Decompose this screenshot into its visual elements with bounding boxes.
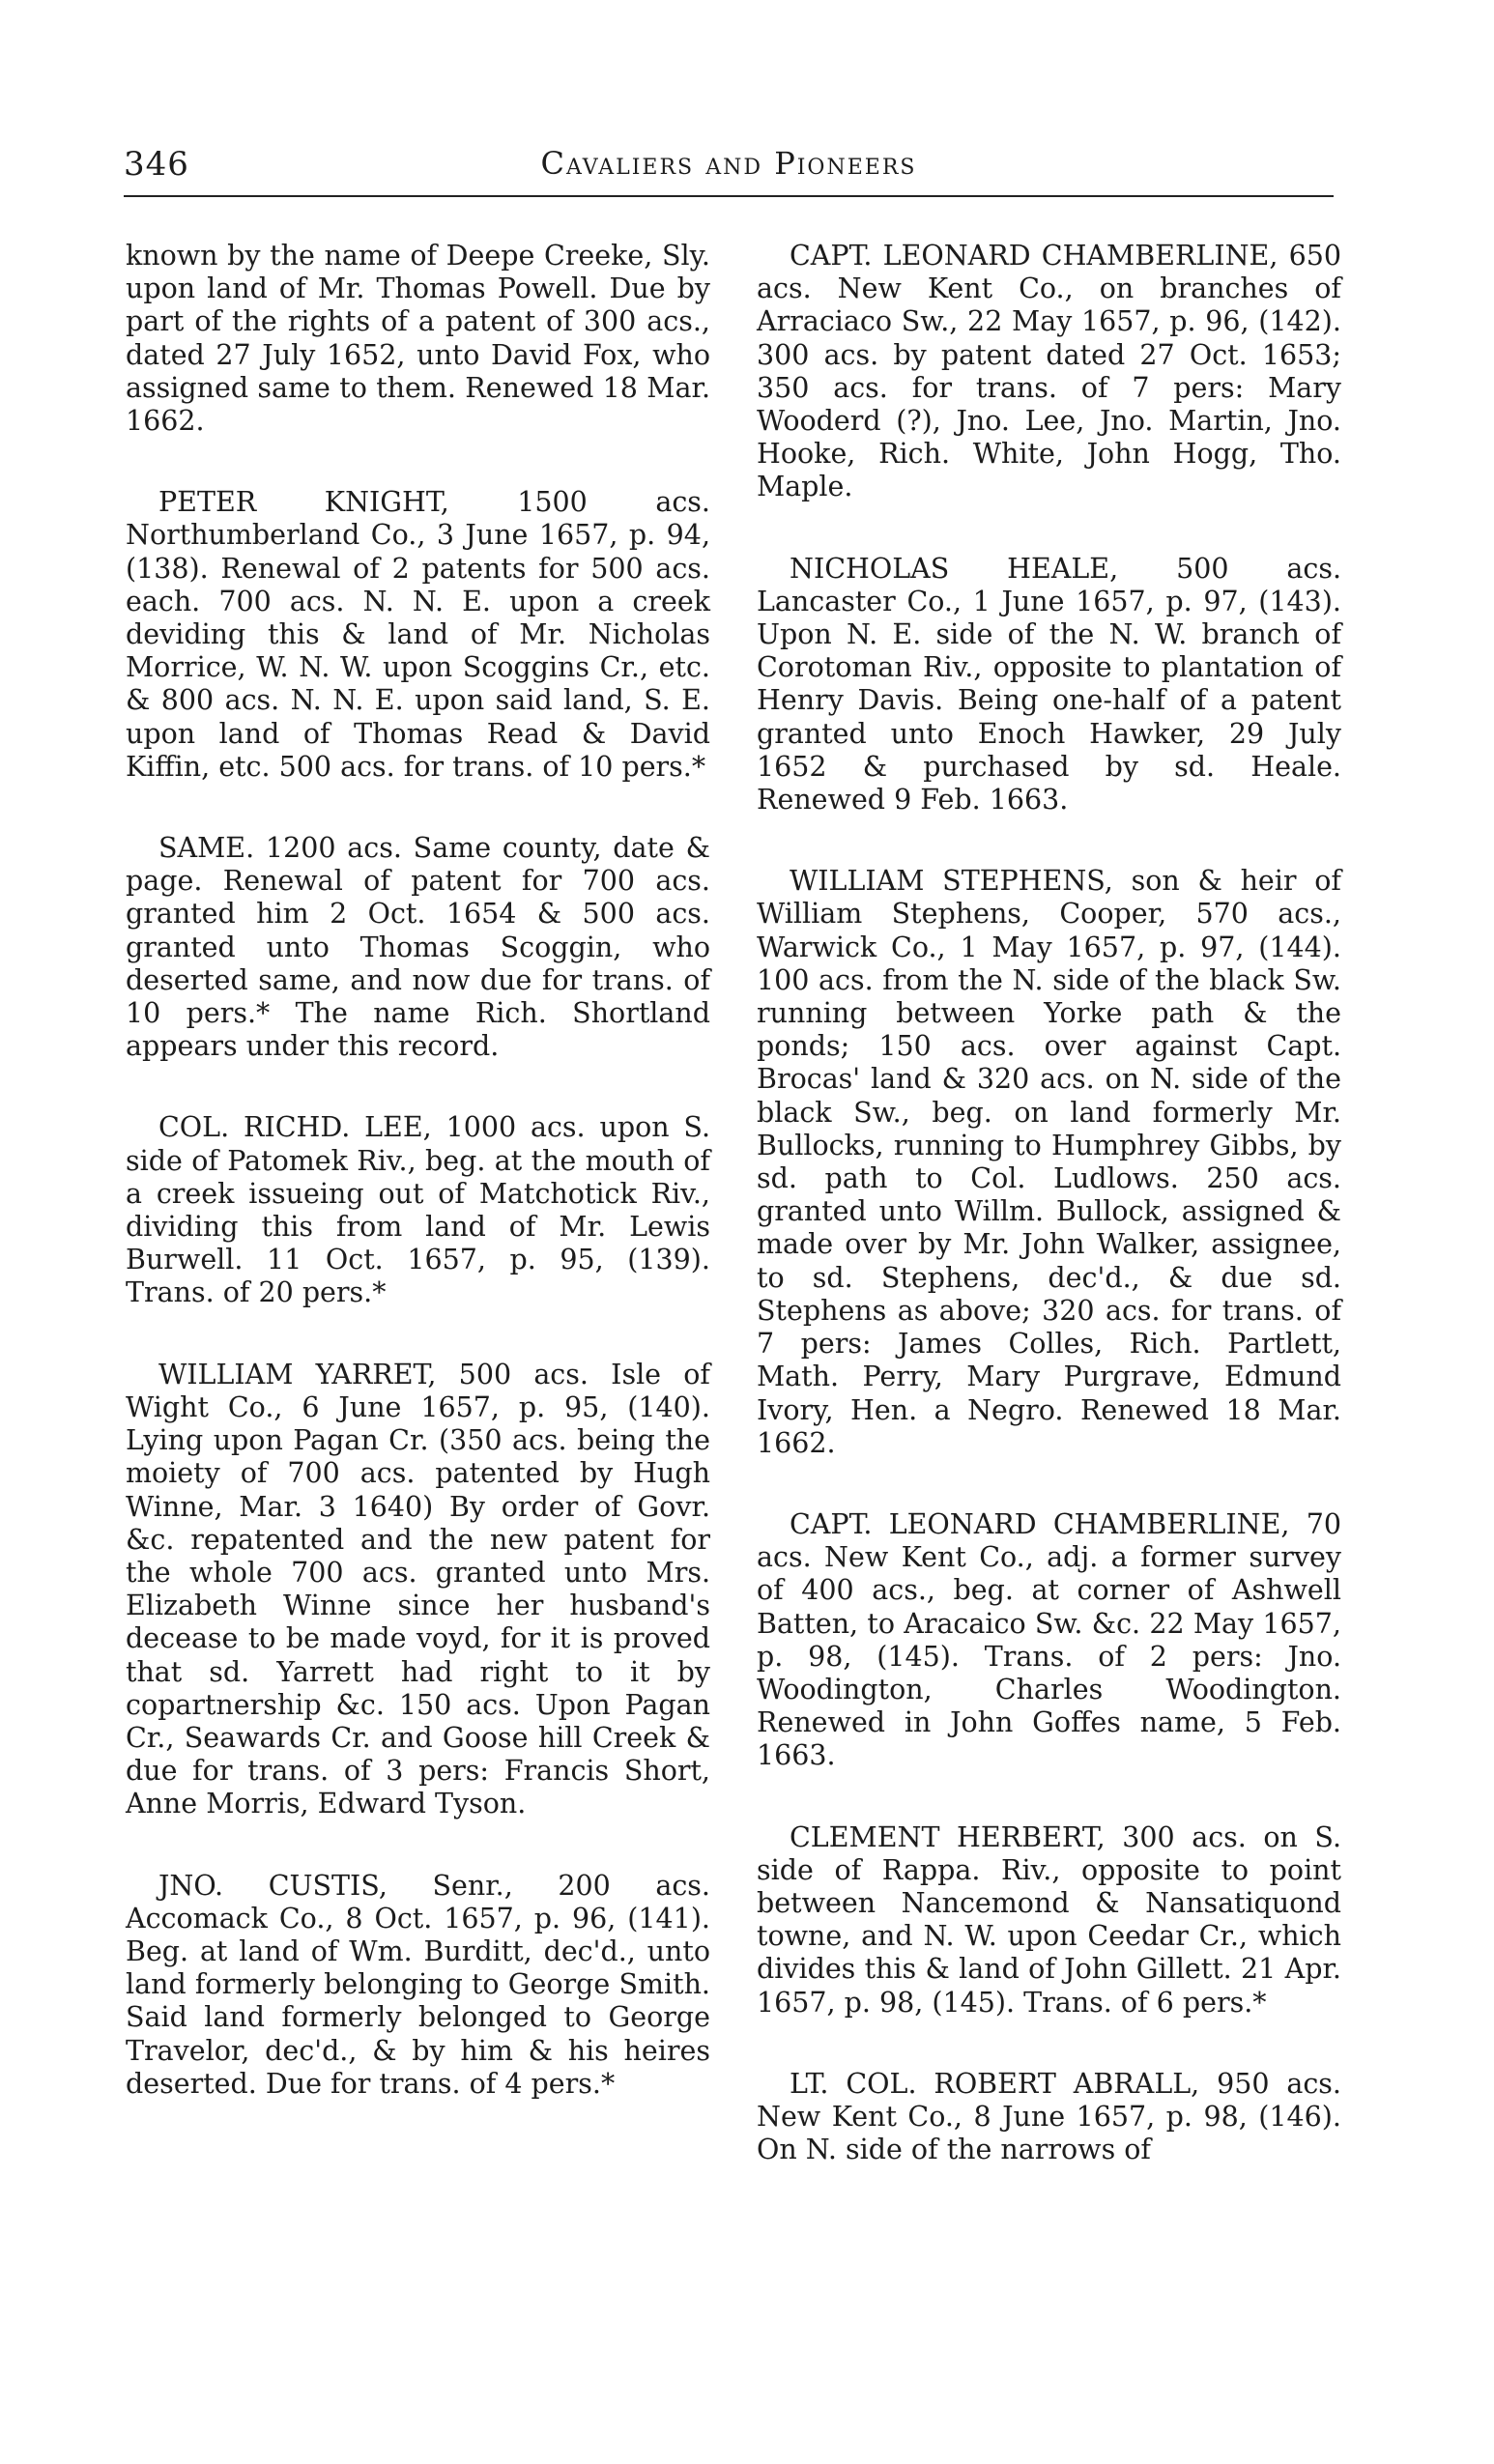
entry-text: 650 acs. New Kent Co., on branches of Arraciaco Sw., 22 May 1657, p. 96, (142). 300 acs. by patent dated 27 Oct. 1653; 350 acs. for trans. of 7 pers: Mary Wooderd (?), Jno. Lee, Jno. Martin, Jno. Hooke, Rich. White, John Hogg, Tho. Maple.	[757, 240, 1341, 503]
entry-head: PETER KNIGHT,	[158, 486, 449, 519]
right-column	[757, 240, 1341, 2215]
entry-richd-lee	[126, 1111, 710, 1309]
entry-head: NICHOLAS HEALE,	[790, 552, 1119, 585]
entry-william-stephens	[757, 865, 1341, 1460]
entry-head: CAPT. LEONARD CHAMBERLINE,	[790, 240, 1279, 272]
entry-same	[126, 832, 710, 1063]
entry-text: 1000 acs. upon S. side of Patomek Riv., beg. at the mouth of a creek issueing out of Matchotick Riv., dividing this from land of Mr. Lewis Burwell. 11 Oct. 1657, p. 95, (139). Trans. of 20 pers.*	[126, 1111, 710, 1309]
entry-head: CLEMENT HERBERT,	[790, 1820, 1106, 1853]
entry-text: son & heir of William Stephens, Cooper, 570 acs., Warwick Co., 1 May 1657, p. 97, (144). 100 acs. from the N. side of the black Sw. running between Yorke path & the ponds; 150 acs. over against Capt. Brocas' land & 320 acs. on N. side of the black Sw., beg. on land formerly Mr. Bullocks, running to Humphrey Gibbs, by sd. path to Col. Ludlows. 250 acs. granted unto Willm. Bullock, assigned & made over by Mr. John Walker, assignee, to sd. Stephens, dec'd., & due sd. Stephens as above; 320 acs. for trans. of 7 pers: James Colles, Rich. Partlett, Math. Perry, Mary Purgrave, Edmund Ivory, Hen. a Negro. Renewed 18 Mar. 1662.	[757, 865, 1341, 1459]
entry-robert-abrall	[757, 2068, 1341, 2167]
entry-continued	[126, 240, 710, 438]
entry-text: 1200 acs. Same county, date & page. Renewal of patent for 700 acs. granted him 2 Oct. 1654 & 500 acs. granted unto Thomas Scoggin, who deserted same, and now due for trans. of 10 pers.* The name Rich. Shortland appears under this record.	[126, 832, 710, 1063]
entry-leonard-chamberline-650	[757, 240, 1341, 504]
entry-text: Senr., 200 acs. Accomack Co., 8 Oct. 1657, p. 96, (141). Beg. at land of Wm. Burditt, dec'd., unto land formerly belonging to George Smith. Said land formerly belonged to George Travelor, dec'd., & by him & his heires deserted. Due for trans. of 4 pers.*	[126, 1869, 710, 2100]
entry-nicholas-heale	[757, 553, 1341, 817]
left-column	[126, 240, 710, 2149]
entry-text: 500 acs. Lancaster Co., 1 June 1657, p. 97, (143). Upon N. E. side of the N. W. branch of Corotoman Riv., opposite to plantation of Henry Davis. Being one-half of a patent granted unto Enoch Hawker, 29 July 1652 & purchased by sd. Heale. Renewed 9 Feb. 1663.	[757, 552, 1342, 817]
entry-head: COL. RICHD. LEE,	[158, 1111, 432, 1144]
page-header	[124, 145, 1334, 199]
entry-jno-custis	[126, 1870, 710, 2101]
running-title: Cavaliers and Pioneers	[540, 145, 917, 182]
entry-clement-herbert	[757, 1821, 1341, 2020]
header-rule	[124, 195, 1334, 197]
entry-head: LT. COL. ROBERT ABRALL,	[790, 2067, 1200, 2100]
entry-text: 1500 acs. Northumberland Co., 3 June 1657, p. 94, (138). Renewal of 2 patents for 500 acs. each. 700 acs. N. N. E. upon a creek deviding this & land of Mr. Nicholas Morrice, W. N. W. upon Scoggins Cr., etc. & 800 acs. N. N. E. upon said land, S. E. upon land of Thomas Read & David Kiffin, etc. 500 acs. for trans. of 10 pers.*	[126, 486, 710, 783]
page-number: 346	[124, 145, 189, 184]
entry-text: 950 acs. New Kent Co., 8 June 1657, p. 98, (146). On N. side of the narrows of	[757, 2067, 1341, 2166]
entry-text: 300 acs. on S. side of Rappa. Riv., opposite to point between Nancemond & Nansatiquond towne, and N. W. upon Ceedar Cr., which divides this & land of John Gillett. 21 Apr. 1657, p. 98, (145). Trans. of 6 pers.*	[757, 1820, 1341, 2019]
entry-head: WILLIAM STEPHENS,	[790, 865, 1113, 898]
entry-head: CAPT. LEONARD CHAMBERLINE,	[790, 1507, 1290, 1540]
entry-head: WILLIAM YARRET,	[158, 1358, 437, 1390]
entry-leonard-chamberline-70	[757, 1508, 1341, 1773]
entry-text: 500 acs. Isle of Wight Co., 6 June 1657, p. 95, (140). Lying upon Pagan Cr. (350 acs. being the moiety of 700 acs. patented by Hugh Winne, Mar. 3 1640) By order of Govr. &c. repatented and the new patent for the whole 700 acs. granted unto Mrs. Elizabeth Winne since her husband's decease to be made voyd, for it is proved that sd. Yarrett had right to it by copartnership &c. 150 acs. Upon Pagan Cr., Seawards Cr. and Goose hill Creek & due for trans. of 3 pers: Francis Short, Anne Morris, Edward Tyson.	[126, 1358, 710, 1820]
entry-text: 70 acs. New Kent Co., adj. a former survey of 400 acs., beg. at corner of Ashwell Batten, to Aracaico Sw. &c. 22 May 1657, p. 98, (145). Trans. of 2 pers: Jno. Woodington, Charles Woodington. Renewed in John Goffes name, 5 Feb. 1663.	[757, 1507, 1341, 1772]
entry-william-yarret	[126, 1359, 710, 1821]
entry-peter-knight	[126, 486, 710, 784]
entry-head: SAME.	[158, 832, 255, 865]
entry-text: known by the name of Deepe Creeke, Sly. upon land of Mr. Thomas Powell. Due by part of the rights of a patent of 300 acs., dated 27 July 1652, unto David Fox, who assigned same to them. Renewed 18 Mar. 1662.	[126, 240, 710, 438]
entry-head: JNO. CUSTIS,	[158, 1869, 388, 1902]
